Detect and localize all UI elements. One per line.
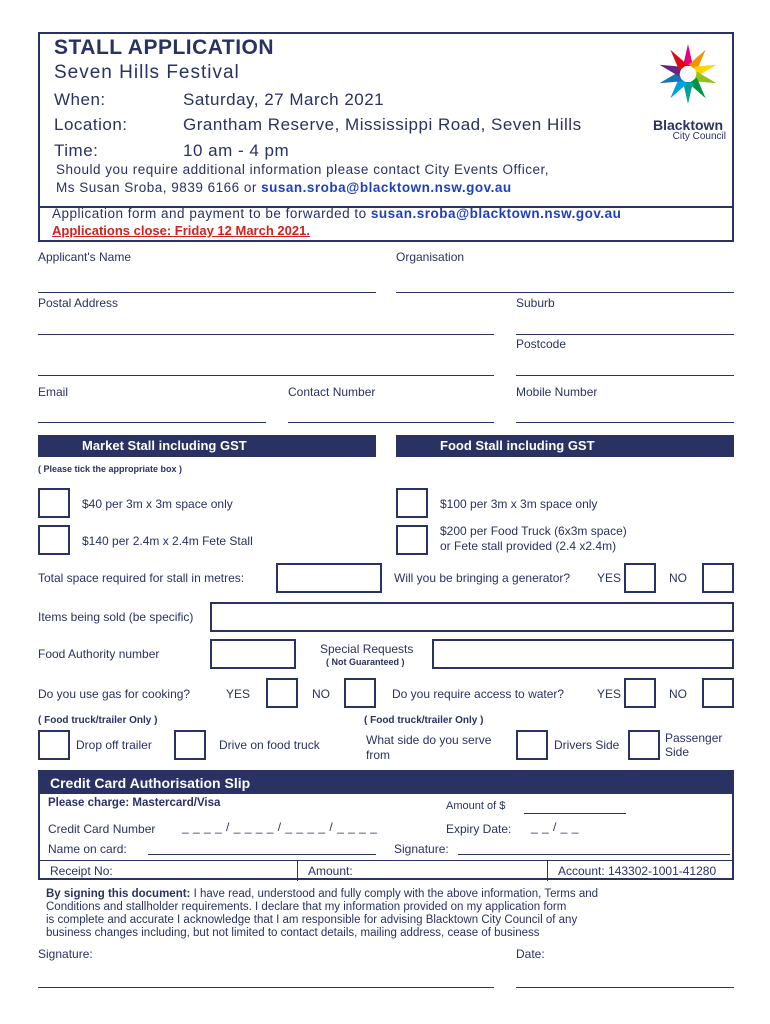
name-on-card-line[interactable] <box>148 854 376 855</box>
food-authority-field[interactable] <box>210 639 296 669</box>
contact-line1: Should you require additional information please contact City Events Officer, <box>56 162 550 177</box>
date-label: Date: <box>516 947 545 961</box>
market-40-label: $40 per 3m x 3m space only <box>82 497 233 511</box>
expiry-label: Expiry Date: <box>446 822 512 836</box>
food-100-checkbox[interactable] <box>396 488 428 518</box>
suburb-label: Suburb <box>516 296 555 310</box>
gas-yes-checkbox[interactable] <box>266 678 298 708</box>
payment-email-link[interactable]: susan.sroba@blacktown.nsw.gov.au <box>370 206 622 221</box>
receipt-no-cell[interactable]: Receipt No: <box>40 861 298 881</box>
food-truck-only-note-2: ( Food truck/trailer Only ) <box>364 715 484 726</box>
signature-line[interactable] <box>38 987 494 988</box>
items-sold-label: Items being sold (be specific) <box>38 610 194 624</box>
date-line[interactable] <box>516 987 734 988</box>
water-yes-label: YES <box>597 687 622 701</box>
star-logo-icon <box>646 40 730 110</box>
declaration-line3: is complete and accurate I acknowledge that I am responsible for advising Blacktown City Council of any <box>46 914 578 926</box>
food-stall-banner: Food Stall including GST <box>396 435 734 457</box>
drop-off-checkbox[interactable] <box>38 730 70 760</box>
drivers-side-label: Drivers Side <box>554 738 620 752</box>
declaration-line1: I have read, understood and fully comply with the above information, Terms and <box>190 888 599 900</box>
when-label: When: <box>54 90 106 109</box>
passenger-side-checkbox[interactable] <box>628 730 660 760</box>
account-cell: Account: 143302-1001-41280 <box>558 864 717 878</box>
generator-label: Will you be bringing a generator? <box>394 571 571 585</box>
logo-text-council: City Council <box>672 131 726 142</box>
water-no-label: NO <box>669 687 687 701</box>
event-name: Seven Hills Festival <box>54 62 240 83</box>
gas-yes-label: YES <box>226 687 251 701</box>
logo-text-blacktown: Blacktown <box>652 117 723 133</box>
what-side-label-line2: from <box>366 748 390 762</box>
contact-line2-prefix: Ms Susan Sroba, 9839 6166 or <box>56 180 262 195</box>
applicant-name-line[interactable] <box>38 292 376 293</box>
postal-address-line[interactable] <box>38 334 494 335</box>
email-line[interactable] <box>38 422 266 423</box>
organisation-line[interactable] <box>396 292 734 293</box>
food-100-label: $100 per 3m x 3m space only <box>440 497 598 511</box>
food-truck-only-note-1: ( Food truck/trailer Only ) <box>38 715 158 726</box>
form-title: STALL APPLICATION <box>54 36 275 59</box>
food-200-label-line2: or Fete stall provided (2.4 x2.4m) <box>440 539 617 553</box>
drop-off-label: Drop off trailer <box>76 738 152 752</box>
card-number-label: Credit Card Number <box>48 822 156 836</box>
email-label: Email <box>38 385 69 399</box>
credit-card-title: Credit Card Authorisation Slip <box>40 772 732 794</box>
card-number-mask[interactable]: _ _ _ _ / _ _ _ _ / _ _ _ _ / _ _ _ _ <box>182 820 378 834</box>
payment-instruction <box>52 206 621 221</box>
when-value: Saturday, 27 March 2021 <box>183 90 385 109</box>
total-space-label: Total space required for stall in metres: <box>38 571 245 585</box>
cc-signature-line[interactable] <box>458 854 730 855</box>
contact-number-label: Contact Number <box>288 385 376 399</box>
declaration-bold: By signing this document: <box>46 888 191 900</box>
declaration-line2: Conditions and stallholder requirements. I declare that my information provided on my application form <box>46 901 567 913</box>
passenger-side-label-line1: Passenger <box>665 731 723 745</box>
not-guaranteed-note: ( Not Guaranteed ) <box>326 657 405 667</box>
declaration-line4: business changes including, but not limited to contact details, mailing address, cease of business <box>46 927 540 939</box>
special-requests-field[interactable] <box>432 639 734 669</box>
declaration-text <box>46 888 736 940</box>
mobile-number-label: Mobile Number <box>516 385 598 399</box>
market-140-label: $140 per 2.4m x 2.4m Fete Stall <box>82 534 253 548</box>
expiry-mask[interactable]: _ _ / _ _ <box>531 820 579 834</box>
passenger-side-label-line2: Side <box>665 745 690 759</box>
drive-on-label: Drive on food truck <box>219 738 320 752</box>
postcode-line[interactable] <box>516 375 734 376</box>
location-value: Grantham Reserve, Mississippi Road, Seven Hills <box>183 115 582 134</box>
drive-on-checkbox[interactable] <box>174 730 206 760</box>
mobile-number-line[interactable] <box>516 422 734 423</box>
organisation-label: Organisation <box>396 250 465 264</box>
market-40-checkbox[interactable] <box>38 488 70 518</box>
signature-label: Signature: <box>38 947 93 961</box>
water-no-checkbox[interactable] <box>702 678 734 708</box>
generator-yes-label: YES <box>597 571 622 585</box>
contact-email-link[interactable]: susan.sroba@blacktown.nsw.gov.au <box>261 180 512 195</box>
tick-note: ( Please tick the appropriate box ) <box>38 464 183 474</box>
total-space-field[interactable] <box>276 563 382 593</box>
amount-of-label: Amount of $ <box>446 800 506 812</box>
time-value: 10 am - 4 pm <box>183 141 290 160</box>
contact-line2 <box>56 180 512 195</box>
gas-label: Do you use gas for cooking? <box>38 687 191 701</box>
postal-address-label: Postal Address <box>38 296 119 310</box>
drivers-side-checkbox[interactable] <box>516 730 548 760</box>
water-yes-checkbox[interactable] <box>624 678 656 708</box>
time-label: Time: <box>54 141 99 160</box>
postal-address-line-2[interactable] <box>38 375 494 376</box>
amount-cell[interactable]: Amount: <box>298 861 548 881</box>
what-side-label-line1: What side do you serve <box>366 733 492 747</box>
gas-no-checkbox[interactable] <box>344 678 376 708</box>
receipt-row <box>40 860 732 881</box>
food-200-checkbox[interactable] <box>396 525 428 555</box>
applications-close: Applications close: Friday 12 March 2021. <box>52 223 310 238</box>
applicant-name-label: Applicant's Name <box>38 250 131 264</box>
contact-number-line[interactable] <box>288 422 494 423</box>
generator-yes-checkbox[interactable] <box>624 563 656 593</box>
items-sold-field[interactable] <box>210 602 734 632</box>
special-requests-label: Special Requests <box>320 642 414 656</box>
please-charge-label: Please charge: Mastercard/Visa <box>48 797 221 809</box>
food-authority-label: Food Authority number <box>38 647 160 661</box>
amount-of-line[interactable] <box>524 813 626 814</box>
cc-signature-label: Signature: <box>394 842 449 856</box>
blacktown-logo <box>646 40 730 142</box>
name-on-card-label: Name on card: <box>48 842 127 856</box>
suburb-line[interactable] <box>516 334 734 335</box>
gas-no-label: NO <box>312 687 330 701</box>
generator-no-label: NO <box>669 571 687 585</box>
market-stall-banner: Market Stall including GST <box>38 435 376 457</box>
water-label: Do you require access to water? <box>392 687 565 701</box>
generator-no-checkbox[interactable] <box>702 563 734 593</box>
food-200-label-line1: $200 per Food Truck (6x3m space) <box>440 524 627 538</box>
market-140-checkbox[interactable] <box>38 525 70 555</box>
postcode-label: Postcode <box>516 337 567 351</box>
payment-prefix: Application form and payment to be forwarded to <box>52 206 371 221</box>
location-label: Location: <box>54 115 128 134</box>
